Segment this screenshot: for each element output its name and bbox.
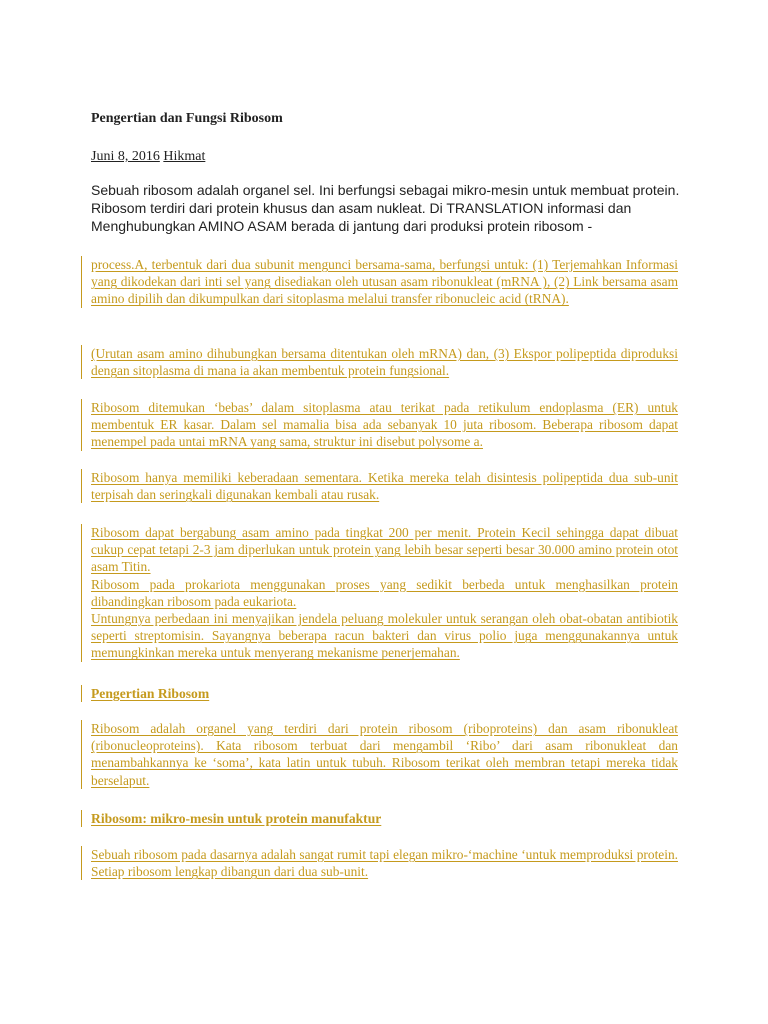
quote-block xyxy=(91,399,678,451)
article-meta xyxy=(91,148,205,166)
quote-text: Ribosom ditemukan ‘bebas’ dalam sitoplasma atau terikat pada retikulum endoplasma (ER) untuk membentuk ER kasar. Dalam sel mamalia bisa ada sebanyak 10 juta ribosom. Beberapa ribosom dapat menempel pada untai mRNA yang sama, struktur ini disebut polysome a. xyxy=(91,400,678,450)
quote-block xyxy=(91,524,678,662)
section-heading-text: Pengertian Ribosom xyxy=(91,686,210,701)
quote-text: Ribosom dapat bergabung asam amino pada tingkat 200 per menit. Protein Kecil sehingga dapat dibuat cukup cepat tetapi 2-3 jam diperlukan untuk protein yang lebih besar seperti besar 30.000 amino protein otot asam Titin. xyxy=(91,525,678,575)
section-heading xyxy=(91,685,678,702)
quote-text: Ribosom hanya memiliki keberadaan sementara. Ketika mereka telah disintesis polipeptida dua sub-unit terpisah dan seringkali digunakan kembali atau rusak. xyxy=(91,470,678,503)
quote-block xyxy=(91,256,678,308)
quote-block xyxy=(91,846,678,880)
quote-block xyxy=(91,469,678,503)
quote-text: Ribosom adalah organel yang terdiri dari protein ribosom (riboproteins) dan asam ribonukleat (ribonucleoproteins). Kata ribosom terbuat dari mengambil ‘Ribo’ dari asam ribonukleat dan menambahkannya ke ‘soma’, kata latin untuk tubuh. Ribosom terikat oleh membran tetapi mereka tidak berselaput. xyxy=(91,721,678,788)
quote-block xyxy=(91,345,678,379)
quote-text: (Urutan asam amino dihubungkan bersama ditentukan oleh mRNA) dan, (3) Ekspor polipeptida diproduksi dengan sitoplasma di mana ia akan membentuk protein fungsional. xyxy=(91,346,678,379)
article-title: Pengertian dan Fungsi Ribosom xyxy=(91,111,283,126)
quote-text: process.A, terbentuk dari dua subunit mengunci bersama-sama, berfungsi untuk: (1) Terjemahkan Informasi yang dikodekan dari inti sel yang disediakan oleh utusan asam ribonukleat (mRNA ), (2) Link bersama asam amino dipilih dan dikumpulkan dari sitoplasma melalui transfer ribonucleic acid (tRNA). xyxy=(91,257,678,307)
quote-block xyxy=(91,720,678,789)
quote-text: Untungnya perbedaan ini menyajikan jendela peluang molekuler untuk serangan oleh obat-obatan antibiotik seperti streptomisin. Sayangnya beberapa racun bakteri dan virus polio juga menggunakannya untuk memungkinkan mereka untuk menyerang mekanisme penerjemahan. xyxy=(91,611,678,661)
quote-text: Ribosom pada prokariota menggunakan proses yang sedikit berbeda untuk menghasilkan protein dibandingkan ribosom pada eukariota. xyxy=(91,576,678,609)
post-date-link[interactable]: Juni 8, 2016 xyxy=(91,149,160,164)
section-heading-text: Ribosom: mikro-mesin untuk protein manufaktur xyxy=(91,811,382,826)
author-link[interactable]: Hikmat xyxy=(163,149,206,164)
section-heading xyxy=(91,810,678,827)
intro-paragraph: Sebuah ribosom adalah organel sel. Ini berfungsi sebagai mikro-mesin untuk membuat protein. Ribosom terdiri dari protein khusus dan asam nukleat. Di TRANSLATION informasi dan Menghubungkan AMINO ASAM berada di jantung dari produksi protein ribosom - xyxy=(91,182,680,234)
quote-text: Sebuah ribosom pada dasarnya adalah sangat rumit tapi elegan mikro-‘machine ‘untuk memproduksi protein. Setiap ribosom lengkap dibangun dari dua sub-unit. xyxy=(91,847,678,880)
